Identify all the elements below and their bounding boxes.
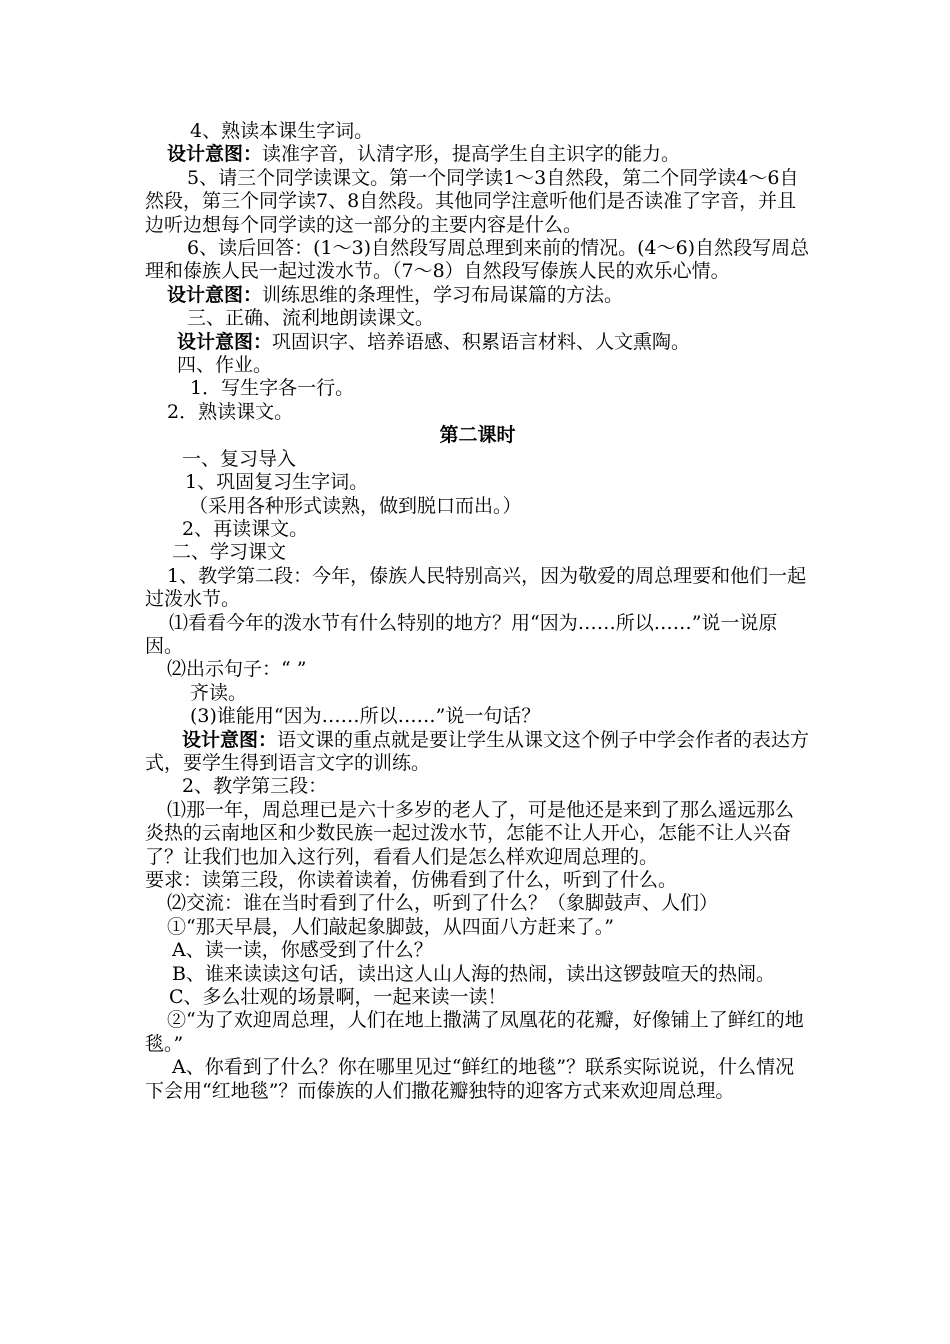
- line-text: 读准字音，认清字形，提高学生自主识字的能力。: [262, 143, 681, 166]
- line-text: 要求：读第三段，你读着读着，仿佛看到了什么，听到了什么。: [145, 869, 678, 891]
- section-heading: [145, 424, 810, 447]
- text-line: [145, 565, 810, 612]
- line-text: 6、读后回答：(1～3)自然段写周总理到来前的情况。(4～6)自然段写周总理和傣族人民一起过泼水节。（7～8）自然段写傣族人民的欢乐心情。: [145, 237, 810, 283]
- line-text: ②“为了欢迎周总理，人们在地上撒满了凤凰花的花瓣，好像铺上了鲜红的地毯。”: [145, 1009, 804, 1055]
- line-text: 二、学习课文: [172, 541, 287, 564]
- line-text: 2．熟读课文。: [167, 400, 294, 423]
- text-line: [145, 401, 810, 424]
- text-line: [145, 307, 810, 330]
- text-line: [145, 658, 810, 681]
- text-line: [145, 331, 810, 354]
- text-line: [145, 775, 810, 798]
- text-line: [145, 1009, 810, 1056]
- line-text: 齐读。: [190, 681, 248, 704]
- text-line: [145, 284, 810, 307]
- line-text: ⑵交流：谁在当时看到了什么，听到了什么？（象脚鼓声、人们）: [167, 892, 719, 915]
- line-text: 4、熟读本课生字词。: [190, 120, 374, 142]
- text-line: [145, 167, 810, 237]
- text-line: [145, 471, 810, 494]
- line-text: ⑴那一年，周总理已是六十多岁的老人了，可是他还是来到了那么遥远那么炎热的云南地区和少数民族一起过泼水节，怎能不让人开心，怎能不让人兴奋了？让我们也加入这行列，看看人们是怎么样欢迎周总理的。: [145, 798, 795, 868]
- text-line: [145, 729, 810, 776]
- text-line: [145, 495, 810, 518]
- text-line: [145, 612, 810, 659]
- text-line: [145, 705, 810, 728]
- design-intent-label: 设计意图：: [177, 330, 273, 353]
- text-line: [145, 143, 810, 166]
- text-line: [145, 963, 810, 986]
- text-line: [145, 541, 810, 564]
- text-line: [145, 986, 810, 1009]
- line-text: 三、正确、流利地朗读课文。: [187, 307, 435, 330]
- text-line: [145, 869, 810, 892]
- line-text: 5、请三个同学读课文。第一个同学读1～3自然段，第二个同学读4～6自 然段，第三个同学读7、8自然段。其他同学注意听他们是否读准了字音，并且边听边想每个同学读的这一部分的主要内容是什么。: [145, 166, 799, 236]
- line-text: 1．写生字各一行。: [190, 377, 355, 400]
- line-text: B、谁来读读这句话，读出这人山人海的热闹，读出这锣鼓喧天的热闹。: [172, 962, 775, 985]
- line-text: ⑵出示句子：“ ”: [167, 658, 307, 681]
- text-line: [145, 518, 810, 541]
- line-text: ⑴看看今年的泼水节有什么特别的地方？用“因为……所以……”说一说原因。: [145, 611, 778, 657]
- line-text: A、你看到了什么？你在哪里见过“鲜红的地毯”？联系实际说说，什么情况下会用“红地毯”？而傣族的人们撒花瓣独特的迎客方式来欢迎周总理。: [145, 1056, 795, 1102]
- line-text: 2、教学第三段：: [182, 775, 328, 798]
- line-text: 第二课时: [439, 424, 516, 447]
- line-text: (3)谁能用“因为……所以……”说一句话？: [190, 705, 541, 728]
- design-intent-label: 设计意图：: [182, 728, 278, 751]
- line-text: 2、再读课文。: [182, 517, 309, 540]
- line-text: 训练思维的条理性，学习布局谋篇的方法。: [262, 283, 624, 306]
- text-line: [145, 939, 810, 962]
- design-intent-label: 设计意图：: [167, 283, 263, 306]
- design-intent-label: 设计意图：: [167, 143, 263, 166]
- line-text: （采用各种形式读熟，做到脱口而出。）: [189, 494, 522, 517]
- line-text: 四、作业。: [177, 354, 273, 377]
- text-line: [145, 1056, 810, 1103]
- text-line: [145, 682, 810, 705]
- text-line: [145, 354, 810, 377]
- line-text: 1、教学第二段：今年，傣族人民特别高兴，因为敬爱的周总理要和他们一起过泼水节。: [145, 564, 807, 611]
- text-line: [145, 916, 810, 939]
- line-text: C、多么壮观的场景啊，一起来读一读！: [169, 986, 507, 1009]
- document-body: [145, 120, 810, 1103]
- line-text: ①“那天早晨，人们敲起象脚鼓，从四面八方赶来了。”: [167, 915, 614, 938]
- line-text: A、读一读，你感受到了什么？: [172, 939, 433, 962]
- text-line: [145, 120, 810, 143]
- text-line: [145, 448, 810, 471]
- text-line: [145, 799, 810, 869]
- text-line: [145, 237, 810, 284]
- line-text: 语文课的重点就是要让学生从课文这个例子中学会作者的表达方式，要学生得到语言文字的训练。: [145, 728, 810, 774]
- line-text: 1、巩固复习生字词。: [185, 471, 369, 494]
- text-line: [145, 892, 810, 915]
- text-line: [145, 377, 810, 400]
- line-text: 一、复习导入: [182, 447, 297, 470]
- line-text: 巩固识字、培养语感、积累语言材料、人文熏陶。: [272, 330, 691, 353]
